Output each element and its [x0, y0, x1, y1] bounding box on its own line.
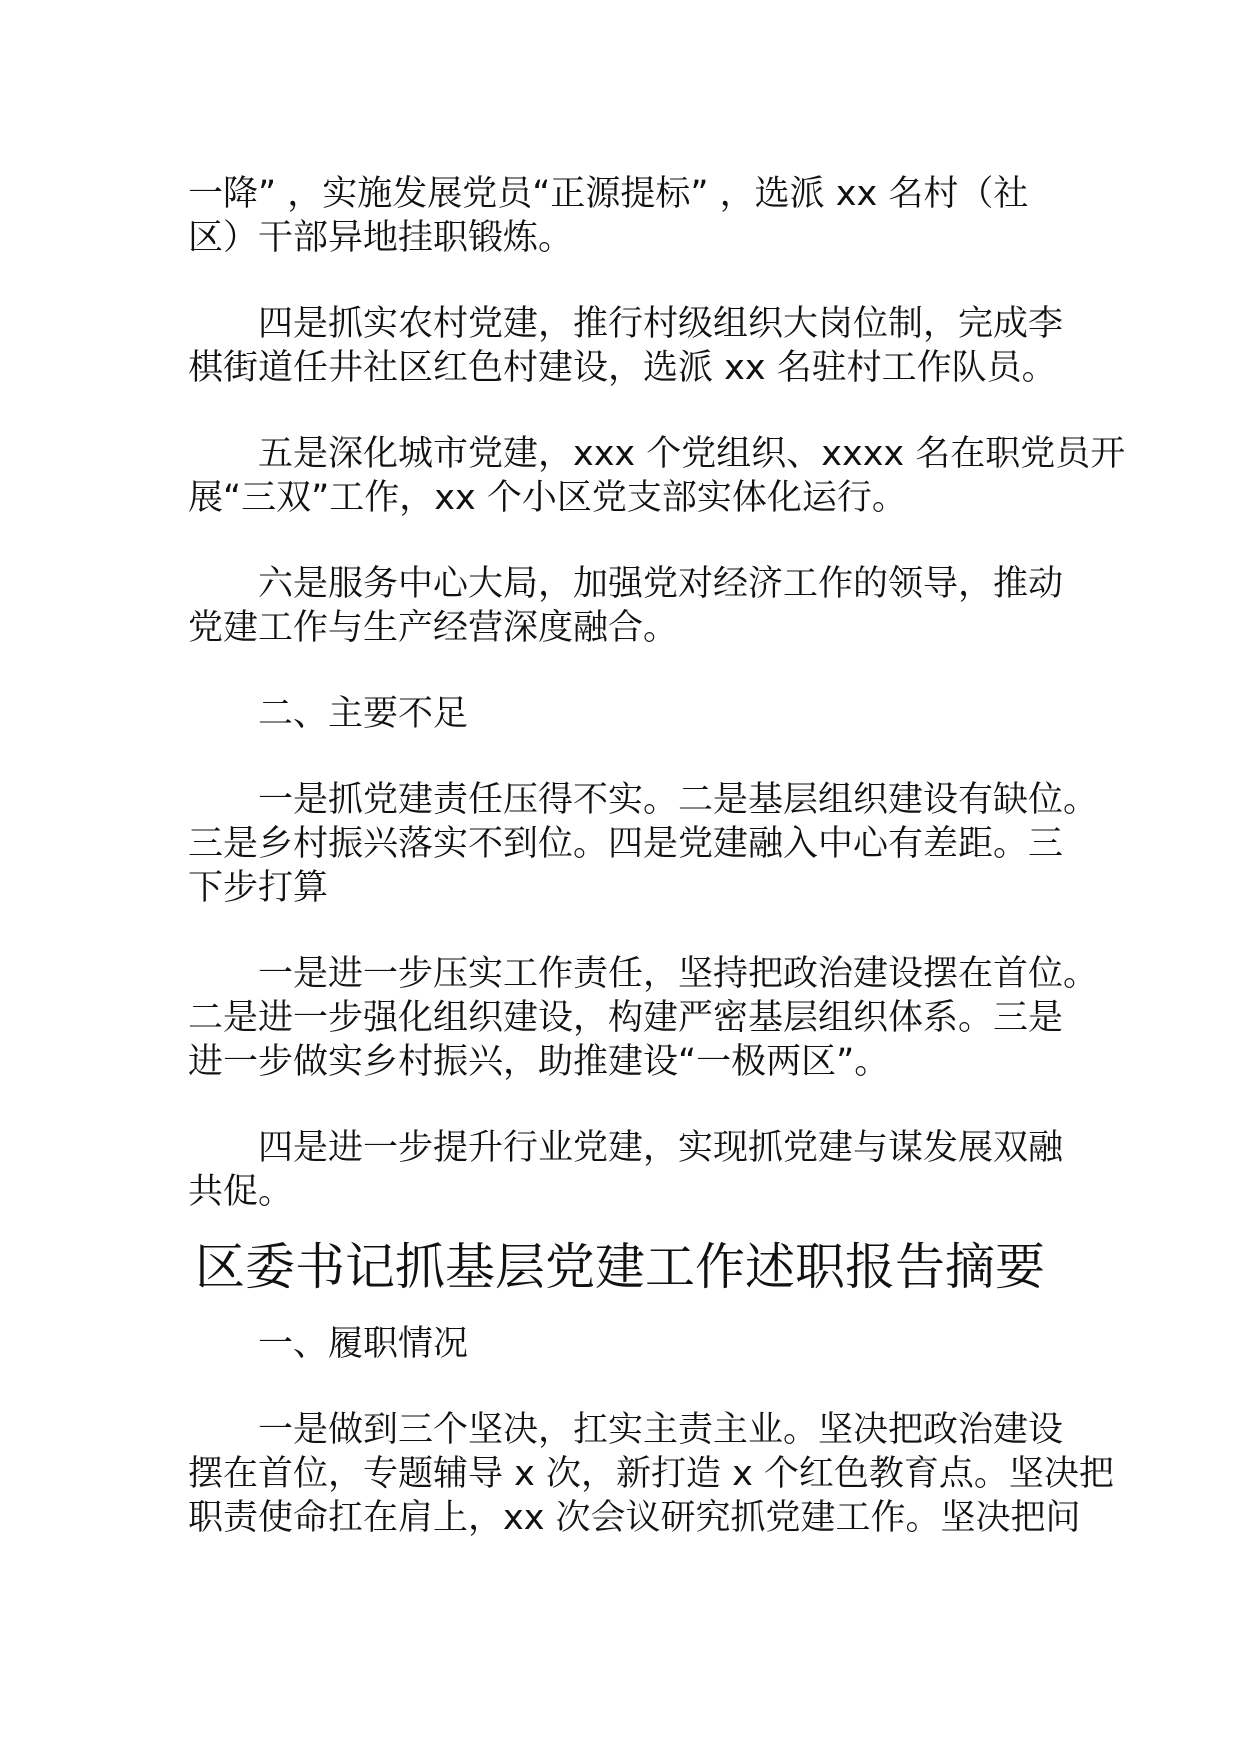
text-line: 党建工作与生产经营深度融合。	[188, 608, 679, 648]
text-line: 进一步做实乡村振兴，助推建设“一极两区”。	[188, 1042, 890, 1082]
text-line: 一是抓党建责任压得不实。二是基层组织建设有缺位。	[188, 780, 1099, 820]
text-line: 一降” ，实施发展党员“正源提标” ，选派 xx 名村（社	[188, 174, 1029, 214]
text-line: 下步打算	[188, 868, 329, 908]
section-heading: 二、主要不足	[188, 694, 469, 734]
text-line: 展“三双”工作，xx 个小区党支部实体化运行。	[188, 478, 907, 518]
text-line: 四是进一步提升行业党建，实现抓党建与谋发展双融	[188, 1128, 1064, 1168]
text-line: 三是乡村振兴落实不到位。四是党建融入中心有差距。三	[188, 824, 1064, 864]
text-line: 棋街道任井社区红色村建设，选派 xx 名驻村工作队员。	[188, 348, 1057, 388]
text-line: 共促。	[188, 1172, 294, 1212]
text-line: 二是进一步强化组织建设，构建严密基层组织体系。三是	[188, 998, 1064, 1038]
text-line: 区）干部异地挂职锻炼。	[188, 218, 574, 258]
text-line: 一是进一步压实工作责任，坚持把政治建设摆在首位。	[188, 954, 1099, 994]
text-line: 摆在首位，专题辅导 x 次，新打造 x 个红色教育点。坚决把	[188, 1454, 1114, 1494]
section-heading: 一、履职情况	[188, 1324, 469, 1364]
text-line: 五是深化城市党建，xxx 个党组织、xxxx 名在职党员开	[188, 434, 1126, 474]
document-title: 区委书记抓基层党建工作述职报告摘要	[195, 1238, 1045, 1296]
text-line: 一是做到三个坚决，扛实主责主业。坚决把政治建设	[188, 1410, 1064, 1450]
text-line: 职责使命扛在肩上，xx 次会议研究抓党建工作。坚决把问	[188, 1498, 1081, 1538]
text-line: 四是抓实农村党建，推行村级组织大岗位制，完成李	[188, 304, 1064, 344]
text-line: 六是服务中心大局，加强党对经济工作的领导，推动	[188, 564, 1064, 604]
